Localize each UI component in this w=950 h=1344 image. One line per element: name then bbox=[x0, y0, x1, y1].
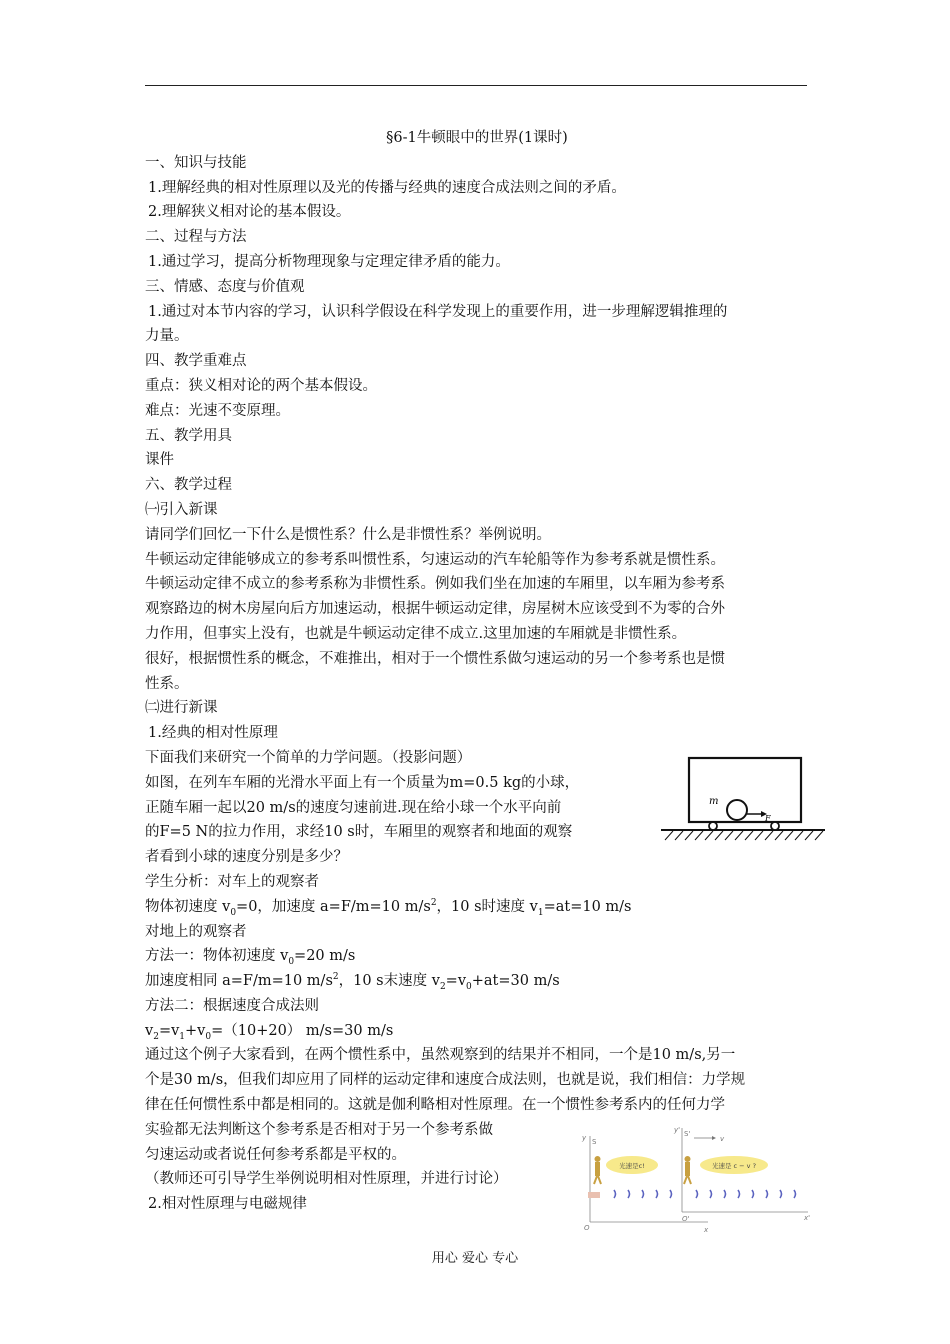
light-source-icon bbox=[588, 1192, 600, 1198]
text-line: 学生分析：对车上的观察者 bbox=[145, 873, 319, 890]
text-line: 正随车厢一起以20 m/s的速度匀速前进.现在给小球一个水平向前 bbox=[145, 799, 562, 816]
equation-line: 方法一：物体初速度 $v_0=20$ m/s bbox=[145, 948, 356, 968]
page-footer: 用心 爱心 专心 bbox=[431, 1251, 519, 1266]
text-line: （教师还可引导学生举例说明相对性原理，并进行讨论） bbox=[145, 1171, 508, 1188]
text-line: 性系。 bbox=[145, 675, 189, 692]
section-heading: 四、教学重难点 bbox=[145, 353, 247, 370]
text-line: 课件 bbox=[145, 452, 174, 469]
equation-line: $v_2=v_1+v_0=(10+20)$ m/s=30 m/s bbox=[145, 1022, 394, 1042]
axis-x-label: x bbox=[704, 1226, 709, 1234]
section-heading: 二、过程与方法 bbox=[145, 229, 247, 246]
text-line: 1.通过对本节内容的学习，认识科学假设在科学发现上的重要作用，进一步理解逻辑推理的 bbox=[148, 303, 728, 320]
wheel-right bbox=[771, 822, 779, 830]
observer-right-icon bbox=[684, 1156, 691, 1184]
section-heading: 一、知识与技能 bbox=[145, 154, 247, 171]
text-line: 如图，在列车车厢的光滑水平面上有一个质量为m=0.5 kg的小球， bbox=[145, 774, 580, 791]
text-line: 牛顿运动定律能够成立的参考系叫惯性系，匀速运动的汽车轮船等作为参考系就是惯性系。 bbox=[145, 551, 725, 568]
text-line: 1.经典的相对性原理 bbox=[148, 725, 278, 742]
frame-s-prime-label: S' bbox=[684, 1130, 691, 1138]
speech-text-left: 光速是c! bbox=[619, 1162, 645, 1170]
text-line: 力量。 bbox=[145, 328, 189, 345]
speech-text-right: 光速是 c − v ? bbox=[711, 1162, 757, 1170]
text-line: 方法二：根据速度合成法则 bbox=[145, 997, 319, 1014]
origin-o-prime-label: O' bbox=[682, 1215, 690, 1223]
text-line: 的F=5 N的拉力作用，求经10 s时，车厢里的观察者和地面的观察 bbox=[145, 824, 573, 841]
subsection-heading: ㈠引入新课 bbox=[145, 501, 218, 518]
text-line: 对地上的观察者 bbox=[145, 923, 247, 940]
text-line: 个是30 m/s，但我们却应用了同样的运动定律和速度合成法则，也就是说，我们相信：力学规 bbox=[145, 1072, 746, 1089]
section-heading: 五、教学用具 bbox=[145, 427, 232, 444]
header-rule bbox=[145, 85, 807, 86]
text-line: 重点：狭义相对论的两个基本假设。 bbox=[145, 377, 377, 394]
text-line: 1.通过学习，提高分析物理现象与定理定律矛盾的能力。 bbox=[148, 253, 510, 270]
mass-label: m bbox=[709, 796, 719, 807]
text-line: 下面我们来研究一个简单的力学问题。（投影问题） bbox=[145, 749, 472, 766]
axis-x-prime-label: x' bbox=[804, 1214, 811, 1222]
equation-line: 物体初速度 $v_0=0$，加速度 a=F/m=10 $m/s^2$，10 s时速度 $v_1=at=10$ m/s bbox=[145, 897, 632, 918]
text-line: 者看到小球的速度分别是多少？ bbox=[145, 849, 348, 866]
ball bbox=[727, 800, 747, 820]
text-line: 牛顿运动定律不成立的参考系称为非惯性系。例如我们坐在加速的车厢里，以车厢为参考系 bbox=[145, 576, 725, 593]
subsection-heading: 2.相对性原理与电磁规律 bbox=[148, 1196, 307, 1213]
text-line: 2.理解狭义相对论的基本假设。 bbox=[148, 204, 351, 221]
light-speed-figure bbox=[578, 1122, 814, 1234]
text-line: 1.理解经典的相对性原理以及光的传播与经典的速度合成法则之间的矛盾。 bbox=[148, 179, 626, 196]
wheel-left bbox=[709, 822, 717, 830]
light-wavefronts bbox=[614, 1190, 796, 1198]
text-line: 很好，根据惯性系的概念，不难推出，相对于一个惯性系做匀速运动的另一个参考系也是惯 bbox=[145, 650, 725, 667]
velocity-label: v bbox=[720, 1135, 725, 1143]
axis-y-prime-label: y' bbox=[674, 1126, 681, 1134]
text-line: 力作用，但事实上没有，也就是牛顿运动定律不成立.这里加速的车厢就是非惯性系。 bbox=[145, 625, 687, 642]
axis-y-label: y bbox=[582, 1134, 587, 1142]
text-line: 难点：光速不变原理。 bbox=[145, 402, 290, 419]
text-line: 通过这个例子大家看到，在两个惯性系中，虽然观察到的结果并不相同，一个是10 m/s,另一 bbox=[145, 1047, 736, 1064]
subsection-heading: ㈡进行新课 bbox=[145, 700, 218, 717]
cart-figure bbox=[657, 752, 825, 844]
observer-left-icon bbox=[594, 1156, 601, 1184]
text-line: 律在任何惯性系中都是相同的。这就是伽利略相对性原理。在一个惯性参考系内的任何力学 bbox=[145, 1097, 725, 1114]
frame-s-label: S bbox=[592, 1138, 597, 1146]
equation-line: 加速度相同 a=F/m=10 $m/s^2$，10 s末速度 $v_2=v_0+at=30$ m/s bbox=[145, 972, 560, 992]
text-line: 实验都无法判断这个参考系是否相对于另一个参考系做 bbox=[145, 1121, 493, 1138]
document-body bbox=[145, 126, 809, 1217]
section-heading: 三、情感、态度与价值观 bbox=[145, 278, 305, 295]
text-line: 匀速运动或者说任何参考系都是平权的。 bbox=[145, 1146, 406, 1163]
origin-o-label: O bbox=[584, 1224, 590, 1232]
page-title: §6-1牛顿眼中的世界(1课时) bbox=[386, 130, 568, 146]
frame-s-axes bbox=[590, 1136, 708, 1222]
text-line: 请同学们回忆一下什么是惯性系？什么是非惯性系？举例说明。 bbox=[145, 526, 551, 543]
section-heading: 六、教学过程 bbox=[145, 477, 232, 494]
ground-hatching bbox=[665, 831, 823, 840]
force-label: F bbox=[765, 814, 771, 823]
text-line: 观察路边的树木房屋向后方加速运动，根据牛顿运动定律，房屋树木应该受到不为零的合外 bbox=[145, 601, 725, 618]
